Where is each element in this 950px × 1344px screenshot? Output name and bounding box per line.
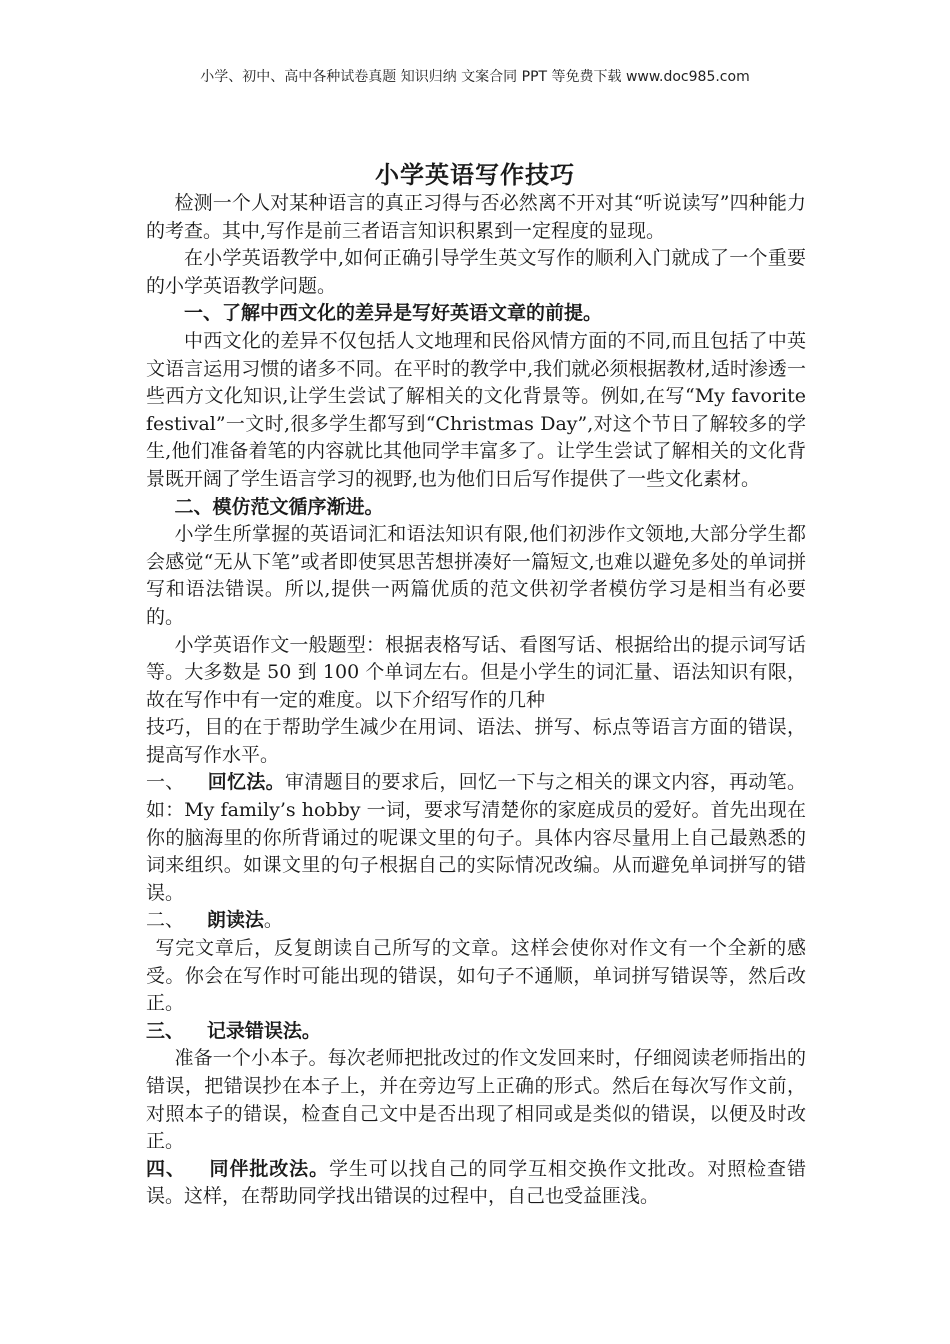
method-error-log <box>146 1018 806 1046</box>
method-error-log-number: 三、 <box>146 1019 185 1042</box>
method-error-log-text: 准备一个小本子。每次老师把批改过的作文发回来时，仔细阅读老师指出的错误，把错误抄在本子上，并在旁边写上正确的形式。然后在每次写作文前，对照本子的错误，检查自己文中是否出现了相同或是类似的错误，以便及时改正。 <box>146 1047 806 1153</box>
method-recall-number: 一、 <box>146 771 185 794</box>
paragraph-imitation: 小学生所掌握的英语词汇和语法知识有限,他们初涉作文领地,大部分学生都会感觉“无从下笔”或者即使冥思苦想拼凑好一篇短文,也难以避免多处的单词拼写和语法错误。所以,提供一两篇优质的范文供初学者模仿学习是相当有必要的。 <box>146 523 806 628</box>
paragraph-culture: 中西文化的差异不仅包括人文地理和民俗风情方面的不同,而且包括了中英文语言运用习惯的诸多不同。在平时的教学中,我们就必须根据教材,适时渗透一些西方文化知识,让学生尝试了解相关的文化背景等。例如,在写“My favorite festival”一文时,很多学生都写到“Christmas Day”,对这个节日了解较多的学生,他们准备着笔的内容就比其他同学丰富多了。让学生尝试了解相关的文化背景既开阔了学生语言学习的视野,也为他们日后写作提供了一些文化素材。 <box>146 329 806 490</box>
method-recall <box>146 769 806 907</box>
page-header: 小学、初中、高中各种试卷真题 知识归纳 文案合同 PPT 等免费下载 www.doc985.com <box>200 69 750 85</box>
paragraph-teaching: 在小学英语教学中,如何正确引导学生英文写作的顺利入门就成了一个重要的小学英语教学问题。 <box>146 247 806 297</box>
method-read-aloud-number: 二、 <box>146 909 185 932</box>
method-read-aloud-tail: 。 <box>263 909 283 932</box>
method-read-aloud <box>146 907 806 935</box>
method-read-aloud-name: 朗读法 <box>206 909 264 932</box>
document-body <box>146 190 806 1211</box>
section-heading-2: 二、模仿范文循序渐进。 <box>174 495 384 518</box>
section-heading-1: 一、了解中西文化的差异是写好英语文章的前提。 <box>184 302 603 325</box>
paragraph-intro: 检测一个人对某种语言的真正习得与否必然离不开对其“听说读写”四种能力的考查。其中,写作是前三者语言知识积累到一定程度的显现。 <box>146 192 806 242</box>
paragraph-question-types: 小学英语作文一般题型：根据表格写话、看图写话、根据给出的提示词写话等。大多数是 50 到 100 个单词左右。但是小学生的词汇量、语法知识有限，故在写作中有一定的难度。以下介绍写作的几种 <box>146 633 806 711</box>
method-error-log-name: 记录错误法。 <box>206 1019 321 1042</box>
method-peer-review <box>146 1156 806 1211</box>
method-read-aloud-text: 写完文章后，反复朗读自己所写的文章。这样会使你对作文有一个全新的感受。你会在写作时可能出现的错误，如句子不通顺，单词拼写错误等，然后改正。 <box>146 937 806 1015</box>
method-recall-name: 回忆法。 <box>207 771 285 794</box>
method-recall-text: 审清题目的要求后，回忆一下与之相关的课文内容，再动笔。如：My family’s hobby 一词，要求写清楚你的家庭成员的爱好。首先出现在你的脑海里的你所背诵过的呢课文里的句子。具体内容尽量用上自己最熟悉的词来组织。如课文里的句子根据自己的实际情况改编。从而避免单词拼写的错误。 <box>146 771 806 904</box>
method-peer-review-name: 同伴批改法。 <box>208 1157 330 1180</box>
document-title: 小学英语写作技巧 <box>375 160 575 189</box>
method-peer-review-number: 四、 <box>146 1157 186 1180</box>
method-peer-review-text: 学生可以找自己的同学互相交换作文批改。对照检查错误。这样，在帮助同学找出错误的过程中，自己也受益匪浅。 <box>146 1157 806 1208</box>
paragraph-techniques: 技巧，目的在于帮助学生减少在用词、语法、拼写、标点等语言方面的错误，提高写作水平。 <box>146 716 806 766</box>
